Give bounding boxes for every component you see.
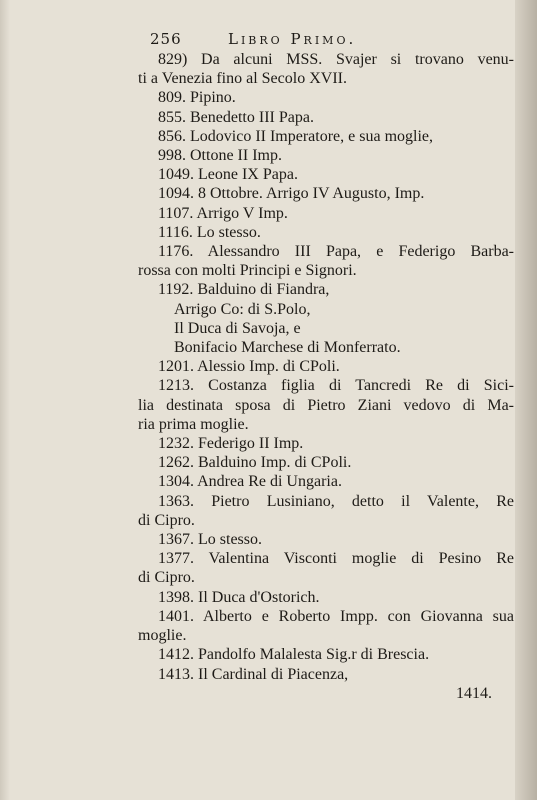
page-header (150, 30, 420, 50)
text-line: 855. Benedetto III Papa. (158, 108, 314, 126)
text-line: 1304. Andrea Re di Ungaria. (158, 473, 342, 491)
text-line: 1232. Federigo II Imp. (158, 435, 304, 453)
text-line: moglie. (138, 627, 187, 645)
text-line: 856. Lodovico II Imperatore, e sua moglie, (158, 127, 434, 145)
text-line: Bonifacio Marchese di Monferrato. (174, 339, 401, 357)
page-body (138, 50, 514, 684)
page-number: 256 (150, 30, 182, 48)
text-line: 809. Pipino. (158, 89, 236, 107)
page-edge-right (515, 0, 537, 800)
text-line: 1398. Il Duca d'Ostorich. (158, 588, 320, 606)
text-line: 1401. Alberto e Roberto Impp. con Giovanna sua (158, 607, 514, 625)
text-line: lia destinata sposa di Pietro Ziani vedovo di Ma- (138, 396, 514, 414)
text-line: 1262. Balduino Imp. di CPoli. (158, 454, 352, 472)
text-line: di Cipro. (138, 511, 195, 529)
text-line: Arrigo Co: di S.Polo, (174, 300, 311, 318)
running-title: Libro Primo. (228, 30, 357, 48)
catchword: 1414. (456, 685, 492, 702)
text-line: 1094. 8 Ottobre. Arrigo IV Augusto, Imp. (158, 185, 425, 203)
text-line: Il Duca di Savoja, e (174, 319, 301, 337)
text-line: 1377. Valentina Visconti moglie di Pesino Re (158, 550, 514, 568)
text-line: 1176. Alessandro III Papa, e Federigo Barba- (158, 243, 514, 261)
text-line: 998. Ottone II Imp. (158, 147, 282, 165)
text-line: 829) Da alcuni MSS. Svajer si trovano venu- (158, 51, 514, 68)
text-line: 1367. Lo stesso. (158, 531, 262, 549)
text-line: 1116. Lo stesso. (158, 223, 261, 241)
text-line: rossa con molti Principi e Signori. (138, 262, 357, 280)
text-line: 1107. Arrigo V Imp. (158, 204, 288, 222)
text-line: 1413. Il Cardinal di Piacenza, (158, 665, 349, 683)
text-line: 1049. Leone IX Papa. (158, 166, 298, 184)
text-line: di Cipro. (138, 569, 195, 587)
text-line: ti a Venezia fino al Secolo XVII. (138, 70, 347, 88)
text-line: 1192. Balduino di Fiandra, (158, 281, 330, 299)
page-edge-left (0, 0, 10, 800)
text-line: ria prima moglie. (138, 415, 249, 433)
text-line: 1363. Pietro Lusiniano, detto il Valente, Re (158, 492, 514, 510)
text-line: 1201. Alessio Imp. di CPoli. (158, 358, 340, 376)
text-line: 1412. Pandolfo Malalesta Sig.r di Brescia. (158, 646, 430, 664)
text-line: 1213. Costanza figlia di Tancredi Re di Sici- (158, 377, 514, 395)
